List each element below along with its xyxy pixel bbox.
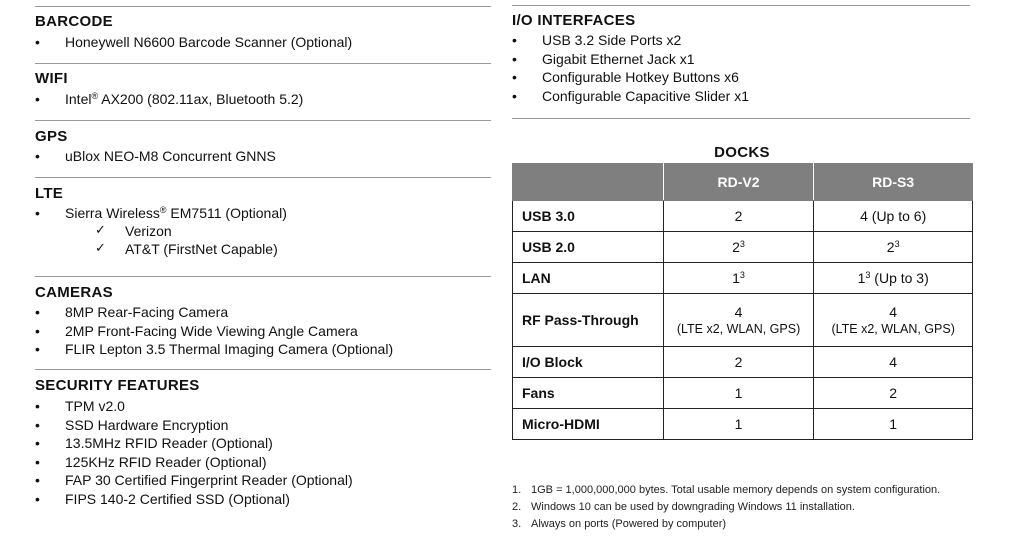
section-divider	[35, 63, 491, 64]
table-cell	[814, 232, 973, 263]
lte-list	[35, 204, 287, 223]
footnote-text: Windows 10 can be used by downgrading Windows 11 installation.	[531, 501, 855, 513]
security-list	[35, 397, 353, 508]
row-label: USB 2.0	[513, 232, 664, 263]
item-text: EM7511 (Optional)	[166, 205, 287, 221]
table-cell: 4 (Up to 6)	[814, 201, 973, 232]
gps-heading: GPS	[35, 128, 68, 145]
footnote-text: 1GB = 1,000,000,000 bytes. Total usable memory depends on system configuration.	[531, 484, 941, 496]
table-cell: 2	[663, 347, 814, 378]
list-item: • uBlox NEO-M8 Concurrent GNNS	[35, 147, 276, 166]
cameras-heading: CAMERAS	[35, 284, 113, 301]
table-row	[513, 409, 973, 440]
list-item: • FAP 30 Certified Fingerprint Reader (Optional)	[35, 471, 353, 490]
table-cell	[663, 263, 814, 294]
carrier-label: AT&T (FirstNet Capable)	[125, 241, 278, 257]
table-row	[513, 232, 973, 263]
barcode-heading: BARCODE	[35, 13, 113, 30]
list-item: • 8MP Rear-Facing Camera	[35, 303, 393, 322]
row-label: I/O Block	[513, 347, 664, 378]
table-cell: 1	[814, 409, 973, 440]
column-header: RD-V2	[663, 164, 814, 201]
cell-value: (Up to 3)	[870, 270, 929, 286]
carrier-list	[35, 222, 278, 258]
registered-mark: ®	[159, 205, 167, 215]
list-item: • USB 3.2 Side Ports x2	[512, 31, 749, 50]
table-row	[513, 201, 973, 232]
table-cell	[814, 294, 973, 347]
table-row	[513, 294, 973, 347]
cell-value: 2	[732, 239, 740, 255]
footnote	[512, 482, 940, 499]
row-label: USB 3.0	[513, 201, 664, 232]
cell-detail: (LTE x2, WLAN, GPS)	[676, 322, 801, 336]
footnote	[512, 499, 940, 516]
list-item: • Configurable Hotkey Buttons x6	[512, 68, 749, 87]
footnote-text: Always on ports (Powered by computer)	[531, 518, 727, 530]
footnote-ref: 3	[865, 270, 871, 280]
list-item	[35, 204, 287, 223]
io-list	[512, 31, 749, 105]
wifi-list	[35, 90, 303, 109]
table-cell: 2	[814, 378, 973, 409]
list-item: • FIPS 140-2 Certified SSD (Optional)	[35, 490, 353, 509]
item-text: Intel	[65, 91, 92, 107]
cell-value: 4	[734, 304, 743, 320]
section-divider	[35, 369, 491, 370]
table-cell: 2	[663, 201, 814, 232]
item-text: Sierra Wireless	[65, 205, 160, 221]
footnote-number: 2.	[512, 501, 522, 513]
docks-table	[512, 163, 973, 440]
list-item: • FLIR Lepton 3.5 Thermal Imaging Camera (Optional)	[35, 340, 393, 359]
list-item: • Configurable Capacitive Slider x1	[512, 87, 749, 106]
row-label: LAN	[513, 263, 664, 294]
cell-value: 1	[732, 270, 740, 286]
row-label: RF Pass-Through	[513, 294, 664, 347]
list-item	[35, 90, 303, 109]
checkmark-icon: ✓	[95, 223, 106, 238]
security-heading: SECURITY FEATURES	[35, 377, 200, 394]
footnote-number: 1.	[512, 484, 522, 496]
footnote-ref: 3	[894, 239, 900, 249]
column-header: RD-S3	[814, 164, 973, 201]
cell-value: 1	[857, 270, 866, 286]
list-item: • 125KHz RFID Reader (Optional)	[35, 453, 353, 472]
table-header-row	[513, 164, 973, 201]
docks-title: DOCKS	[714, 144, 770, 161]
table-cell	[663, 232, 814, 263]
gps-list	[35, 147, 276, 166]
header-corner	[513, 164, 664, 201]
lte-heading: LTE	[35, 185, 64, 202]
section-divider	[35, 6, 491, 7]
carrier-label: Verizon	[125, 223, 172, 239]
cameras-list	[35, 303, 393, 359]
footnote	[512, 516, 940, 533]
wifi-heading: WIFI	[35, 70, 68, 87]
checkmark-icon: ✓	[95, 241, 106, 256]
carrier-item	[35, 240, 278, 258]
footnote-ref: 3	[739, 239, 745, 249]
carrier-item	[35, 222, 278, 240]
registered-mark: ®	[91, 91, 99, 101]
table-cell: 1	[663, 409, 814, 440]
section-divider	[512, 5, 970, 6]
table-cell: 1	[663, 378, 814, 409]
table-row	[513, 378, 973, 409]
footnote-number: 3.	[512, 518, 522, 530]
table-cell: 4	[814, 347, 973, 378]
list-item: • Honeywell N6600 Barcode Scanner (Optional)	[35, 33, 352, 52]
cell-value: 2	[886, 239, 895, 255]
list-item: • TPM v2.0	[35, 397, 353, 416]
section-divider	[35, 120, 491, 121]
table-cell	[663, 294, 814, 347]
barcode-list	[35, 33, 352, 52]
cell-detail: (LTE x2, WLAN, GPS)	[831, 322, 955, 336]
footnote-ref: 3	[739, 270, 745, 280]
list-item: • 13.5MHz RFID Reader (Optional)	[35, 434, 353, 453]
list-item: • SSD Hardware Encryption	[35, 416, 353, 435]
section-divider	[35, 177, 491, 178]
list-item: • 2MP Front-Facing Wide Viewing Angle Camera	[35, 322, 393, 341]
row-label: Fans	[513, 378, 664, 409]
list-item: • Gigabit Ethernet Jack x1	[512, 50, 749, 69]
section-divider	[512, 118, 970, 119]
footnotes	[512, 482, 940, 533]
table-cell	[814, 263, 973, 294]
table-row	[513, 347, 973, 378]
row-label: Micro-HDMI	[513, 409, 664, 440]
section-divider	[35, 276, 491, 277]
io-heading: I/O INTERFACES	[512, 12, 636, 29]
item-text: AX200 (802.11ax, Bluetooth 5.2)	[98, 91, 304, 107]
table-row	[513, 263, 973, 294]
cell-value: 4	[889, 304, 898, 320]
